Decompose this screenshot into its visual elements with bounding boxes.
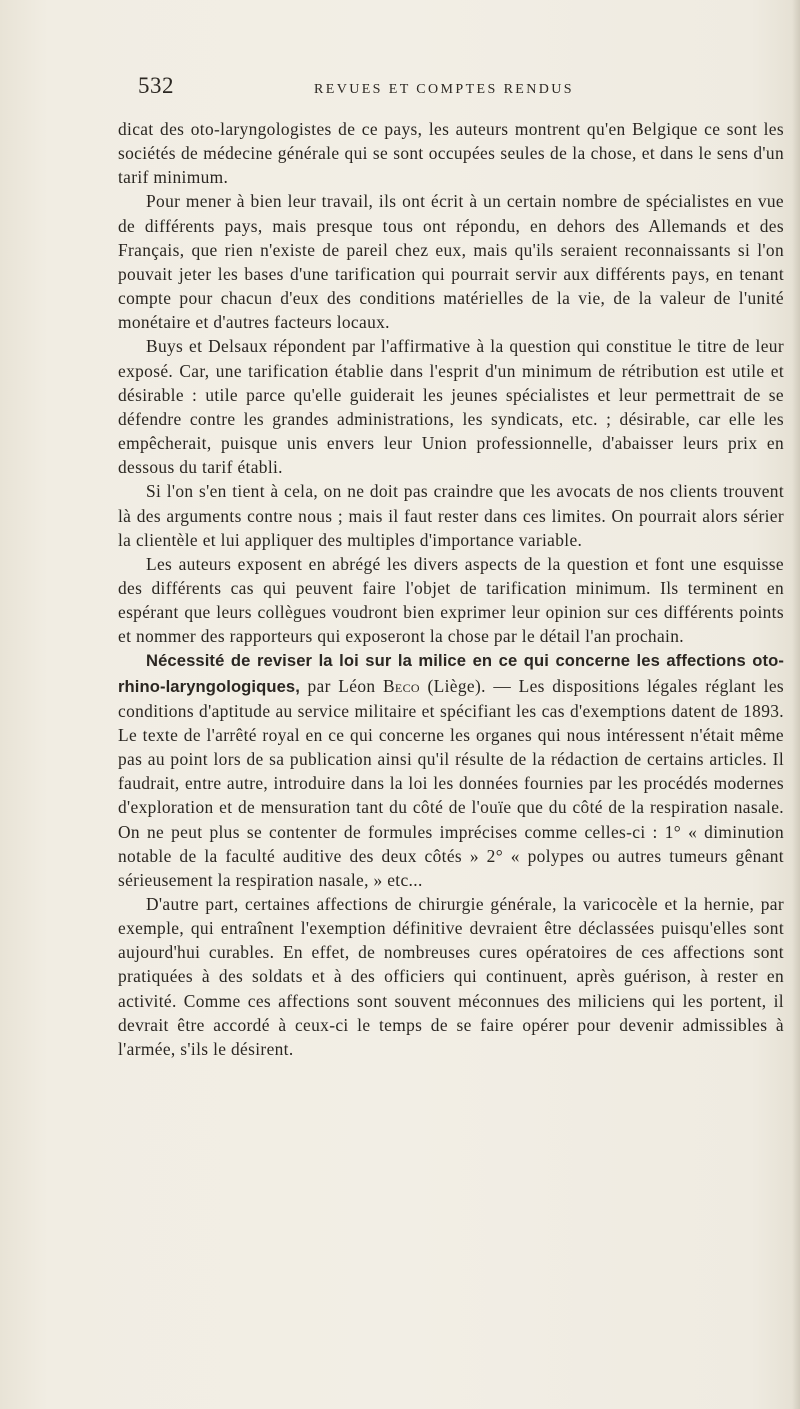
page-edge-shadow (792, 0, 800, 1409)
paragraph-2: Pour mener à bien leur travail, ils ont écrit à un certain nombre de spécialistes en vue de différents pays, mais presque tous ont répondu, en dehors des Allemands et des Français, que rien n'existe de pareil chez eux, mais qu'ils seraient reconnaissants si l'on pouvait jeter les bases d'une tarification qui pourrait servir aux différents pays, en tenant compte pour chacun d'eux des conditions matérielles de la vie, de la valeur de l'unité monétaire et d'autres facteurs locaux. (118, 191, 784, 333)
paragraph-3: Buys et Delsaux répondent par l'affirmative à la question qui constitue le titre de leur exposé. Car, une tarification établie dans l'esprit d'un minimum de rétribution est utile et désirable : utile parce qu'elle guiderait les jeunes spécialistes et leur permettrait de se défendre contre les grandes administrations, les syndicats, etc. ; désirable, car elle les empêcherait, puisque unis envers leur Union professionnelle, d'abaisser leurs prix en dessous du tarif établi. (118, 336, 784, 478)
paragraph-4: Si l'on s'en tient à cela, on ne doit pas craindre que les avocats de nos clients trouvent là des arguments contre nous ; mais il faut rester dans ces limites. On pourrait alors sérier la clientèle et lui appliquer des multiples d'importance variable. (118, 481, 784, 550)
running-head: REVUES ET COMPTES RENDUS (314, 82, 574, 97)
body-text (118, 117, 784, 1061)
article-title: Nécessité de reviser la loi sur la milice en ce qui concerne les affections oto-rhino-laryngologiques, (118, 651, 784, 696)
page-header (118, 73, 778, 107)
author-name: Beco (382, 675, 420, 696)
paragraph-6 (118, 648, 784, 892)
paragraph-1: dicat des oto-laryngologistes de ce pays, les auteurs montrent qu'en Belgique ce sont les sociétés de médecine générale qui se sont occupées seules de la chose, et dans le sens d'un tarif minimum. (118, 119, 784, 188)
byline-prefix: par Léon (299, 675, 383, 696)
paragraph-5: Les auteurs exposent en abrégé les divers aspects de la question et font une esquisse des différents cas qui peuvent faire l'objet de tarification minimum. Ils terminent en espérant que leurs collègues voudront bien exprimer leur opinion sur ces différents points et nommer des rapporteurs qui exposeront la chose par le détail l'an prochain. (118, 553, 784, 647)
paragraph-7: D'autre part, certaines affections de chirurgie générale, la varicocèle et la hernie, par exemple, qui entraînent l'exemption définitive devraient être déclassées puisqu'elles sont aujourd'hui curables. En effet, de nombreuses cures opératoires de ces affections sont pratiquées à des soldats et à des officiers qui continuent, après guérison, à rester en activité. Comme ces affections sont souvent méconnues des miliciens qui les portent, il devrait être accordé à ceux-ci le temps de se faire opérer pour devenir admissibles à l'armée, s'ils le désirent. (118, 894, 784, 1059)
page-number: 532 (138, 73, 174, 98)
paragraph-6-body: (Liège). — Les dispositions légales réglant les conditions d'aptitude au service militaire et spécifiant les cas d'exemptions datent de 1893. Le texte de l'arrêté royal en ce qui concerne les organes qui nous intéressent n'était même pas au point lors de sa publication ainsi qu'il résulte de la rédaction de certains articles. Il faudrait, entre autre, introduire dans la loi les données fournies par les procédés modernes d'exploration et de mensuration tant du côté de l'ouïe que du côté de la respiration nasale. On ne peut plus se contenter de formules imprécises comme celles-ci : 1° « diminution notable de la faculté auditive des deux côtés » 2° « polypes ou autres tumeurs gênant sérieusement la respiration nasale, » etc... (118, 675, 785, 890)
